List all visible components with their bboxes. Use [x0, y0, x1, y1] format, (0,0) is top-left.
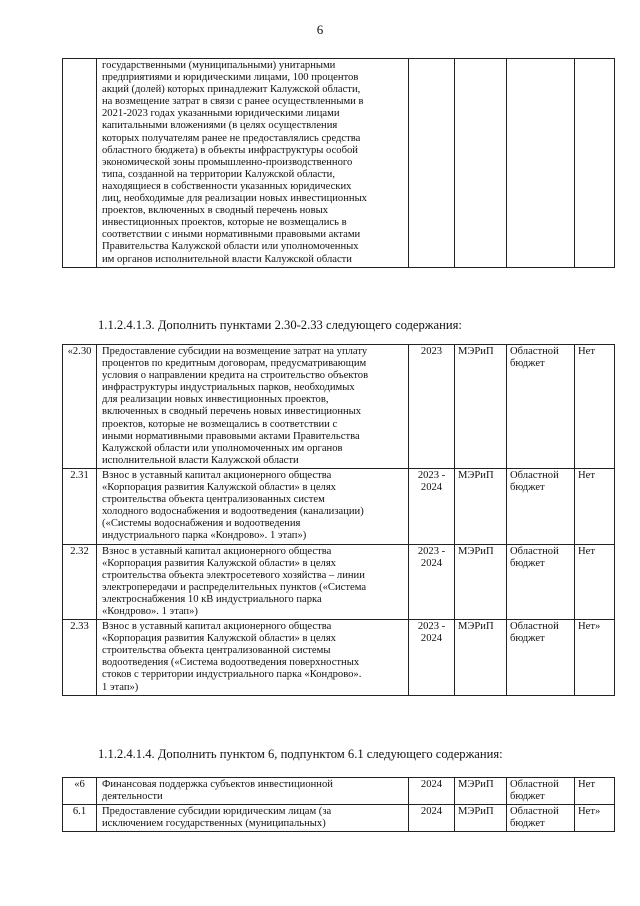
- description-line: условия о направлении кредита на строительство объектов: [102, 370, 369, 382]
- description-line: строительства объекта централизованной системы: [102, 645, 331, 657]
- description-line: им органов исполнительной власти Калужской области: [102, 253, 352, 265]
- item-funding-source: [507, 59, 575, 268]
- item-number: «6: [63, 778, 97, 805]
- item-flag: Нет»: [575, 620, 615, 696]
- table-row: [63, 345, 615, 469]
- description-line: соответствии с иными нормативными правовыми актами: [102, 229, 361, 241]
- item-executor: МЭРиП: [455, 778, 507, 805]
- item-number: 6.1: [63, 805, 97, 832]
- item-funding-source: Областной бюджет: [507, 805, 575, 832]
- item-executor: МЭРиП: [455, 620, 507, 696]
- item-funding-source: Областной бюджет: [507, 468, 575, 544]
- item-executor: [455, 59, 507, 268]
- item-year: 2023: [409, 345, 455, 469]
- description-line: Правительства Калужской области или уполномоченных: [102, 241, 359, 253]
- item-flag: Нет»: [575, 805, 615, 832]
- description-line: («Системы водоснабжения и водоотведения: [102, 518, 301, 530]
- description-line: Взнос в уставный капитал акционерного общества: [102, 469, 332, 481]
- table-items-6: [62, 777, 615, 832]
- description-line: «Корпорация развития Калужской области» в целях: [102, 557, 336, 569]
- item-funding-source: Областной бюджет: [507, 620, 575, 696]
- item-description: [97, 468, 409, 544]
- item-number: [63, 59, 97, 268]
- table-row: [63, 620, 615, 696]
- description-line: Предоставление субсидии на возмещение затрат на уплату: [102, 346, 368, 357]
- table-row: [63, 59, 615, 268]
- item-description: [97, 544, 409, 620]
- item-executor: МЭРиП: [455, 345, 507, 469]
- description-line: которых получателям ранее не предоставлялись средства: [102, 132, 361, 144]
- description-line: «Кондрово». 1 этап»): [102, 605, 198, 617]
- description-line: Взнос в уставный капитал акционерного общества: [102, 621, 332, 633]
- item-flag: Нет: [575, 468, 615, 544]
- item-funding-source: Областной бюджет: [507, 778, 575, 805]
- description-line: процентов по кредитным договорам, предусматривающим: [102, 358, 367, 370]
- description-line: областного бюджета) в объекты инфраструктуры особой: [102, 144, 358, 156]
- description-line: исполнительной власти Калужской области: [102, 454, 299, 466]
- item-number: 2.32: [63, 544, 97, 620]
- amendment-paragraph-6: 1.1.2.4.1.4. Дополнить пунктом 6, подпунктом 6.1 следующего содержания:: [98, 747, 503, 761]
- item-flag: Нет: [575, 544, 615, 620]
- item-description: [97, 59, 409, 268]
- table-row: [63, 468, 615, 544]
- item-number: 2.31: [63, 468, 97, 544]
- description-line: предприятиями и юридическими лицами, 100 процентов: [102, 72, 359, 84]
- description-line: экономической зоны промышленно-производственного: [102, 156, 353, 168]
- item-executor: МЭРиП: [455, 544, 507, 620]
- description-line: Калужской области или уполномоченных им органов: [102, 442, 343, 454]
- description-line: проектов, которые не возмещались в соответствии с: [102, 418, 338, 430]
- table-continuation: [62, 58, 615, 268]
- description-line: электропередачи и распределительных пунктов («Система: [102, 581, 367, 593]
- item-year: 2024: [409, 778, 455, 805]
- description-line: типа, созданной на территории Калужской области,: [102, 168, 335, 180]
- item-executor: МЭРиП: [455, 468, 507, 544]
- item-flag: [575, 59, 615, 268]
- description-line: включенных в сводный перечень новых инвестиционных: [102, 406, 362, 418]
- item-number: 2.33: [63, 620, 97, 696]
- description-line: строительства объекта электросетевого хозяйства – линии: [102, 569, 365, 581]
- description-line: для реализации новых инвестиционных проектов,: [102, 394, 329, 406]
- description-line: стоков с территории индустриального парка «Кондрово».: [102, 669, 362, 681]
- description-line: 1 этап»): [102, 681, 139, 693]
- description-line: находящиеся в собственности указанных юридических: [102, 180, 352, 192]
- item-year: 2023 - 2024: [409, 544, 455, 620]
- description-line: акций (долей) которых принадлежит Калужской области,: [102, 84, 361, 96]
- description-line: государственными (муниципальными) унитарными: [102, 60, 336, 71]
- item-number: «2.30: [63, 345, 97, 469]
- description-line: исключением государственных (муниципальных): [102, 818, 326, 830]
- item-description: [97, 620, 409, 696]
- description-line: строительства объекта централизованных систем: [102, 494, 325, 506]
- table-row: [63, 805, 615, 832]
- description-line: инфраструктуры индустриальных парков, необходимых: [102, 382, 355, 394]
- description-line: капитальными вложениями (в целях осуществления: [102, 120, 338, 132]
- item-year: 2023 - 2024: [409, 468, 455, 544]
- item-executor: МЭРиП: [455, 805, 507, 832]
- description-line: Предоставление субсидии юридическим лицам (за: [102, 806, 332, 818]
- item-flag: Нет: [575, 345, 615, 469]
- item-funding-source: Областной бюджет: [507, 345, 575, 469]
- description-line: инвестиционных проектов, которые не возмещались в: [102, 217, 347, 229]
- amendment-paragraph-2-30: 1.1.2.4.1.3. Дополнить пунктами 2.30-2.33 следующего содержания:: [98, 318, 462, 332]
- item-description: [97, 805, 409, 832]
- description-line: деятельности: [102, 791, 163, 803]
- table-items-2-30-2-33: [62, 344, 615, 696]
- description-line: лиц, необходимые для реализации новых инвестиционных: [102, 193, 367, 205]
- page-number: 6: [316, 22, 324, 37]
- description-line: Взнос в уставный капитал акционерного общества: [102, 545, 332, 557]
- item-flag: Нет: [575, 778, 615, 805]
- description-line: водоотведения («Система водоотведения поверхностных: [102, 657, 360, 669]
- description-line: Финансовая поддержка субъектов инвестиционной: [102, 779, 333, 790]
- item-year: 2023 - 2024: [409, 620, 455, 696]
- item-description: [97, 778, 409, 805]
- description-line: электроснабжения 10 кВ индустриального парка: [102, 593, 322, 605]
- description-line: 2021-2023 годах указанными юридическими лицами: [102, 108, 340, 120]
- item-funding-source: Областной бюджет: [507, 544, 575, 620]
- description-line: индустриального парка «Кондрово». 1 этап»): [102, 530, 307, 542]
- description-line: «Корпорация развития Калужской области» в целях: [102, 633, 336, 645]
- table-row: [63, 778, 615, 805]
- item-description: [97, 345, 409, 469]
- description-line: проектов, включенных в сводный перечень новых: [102, 205, 329, 217]
- description-line: «Корпорация развития Калужской области» в целях: [102, 482, 336, 494]
- item-year: 2024: [409, 805, 455, 832]
- description-line: на возмещение затрат в связи с ранее осуществленными в: [102, 96, 364, 108]
- table-row: [63, 544, 615, 620]
- description-line: иными нормативными правовыми актами Правительства: [102, 430, 360, 442]
- item-year: [409, 59, 455, 268]
- description-line: холодного водоснабжения и водоотведения (канализации): [102, 506, 364, 518]
